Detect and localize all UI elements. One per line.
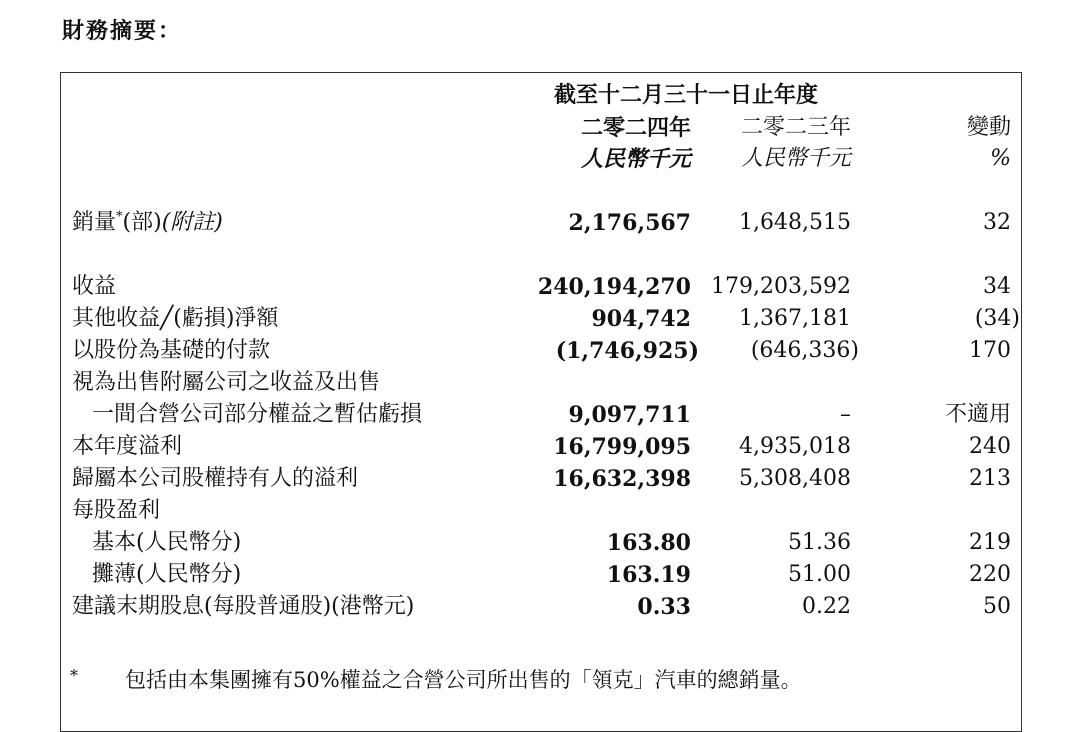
value-2023: 5,308,408 <box>739 466 851 491</box>
table-row-eps-basic <box>0 527 1080 559</box>
row-label: 本年度溢利 <box>72 434 183 459</box>
value-change: 170 <box>969 338 1011 363</box>
table-row-revenue <box>0 271 1080 303</box>
unit-2023: 人民幣千元 <box>740 146 851 171</box>
unit-2024: 人民幣千元 <box>580 146 691 172</box>
table-row-sales-volume <box>0 207 1080 239</box>
value-change: 34 <box>983 274 1011 299</box>
footnote-text: 包括由本集團擁有50%權益之合營公司所出售的「領克」汽車的總銷量。 <box>125 668 802 692</box>
row-label: 建議末期股息(每股普通股)(港幣元) <box>72 594 415 619</box>
table-row-final-dividend <box>0 591 1080 623</box>
table-row-share-based-payment <box>0 335 1080 367</box>
value-2023: 4,935,018 <box>739 434 851 459</box>
value-2024: 904,742 <box>591 306 691 332</box>
row-label: 基本(人民幣分) <box>92 530 242 555</box>
value-2024: (1,746,925) <box>555 338 699 364</box>
unit-change: % <box>990 146 1011 171</box>
value-2023: 179,203,592 <box>711 274 851 299</box>
row-label: 歸屬本公司股權持有人的溢利 <box>72 466 359 491</box>
table-row-profit-for-year <box>0 431 1080 463</box>
table-row-eps-heading <box>0 495 1080 527</box>
table-row-deemed-disposal-line2 <box>0 399 1080 431</box>
row-label: 收益 <box>72 274 117 299</box>
row-label: 一間合營公司部分權益之暫估虧損 <box>92 402 423 427</box>
value-change: 213 <box>969 466 1011 491</box>
table-row-other-gains <box>0 303 1080 335</box>
value-2024: 2,176,567 <box>568 210 691 236</box>
row-label: 視為出售附屬公司之收益及出售 <box>72 370 381 395</box>
value-change: 50 <box>983 594 1011 619</box>
value-2023: (646,336) <box>750 338 859 363</box>
value-change: 219 <box>969 530 1011 555</box>
value-2024: 240,194,270 <box>537 274 691 300</box>
row-label: 每股盈利 <box>72 498 161 523</box>
value-2024: 16,799,095 <box>553 434 691 460</box>
value-change: 240 <box>969 434 1011 459</box>
value-2023: 1,367,181 <box>739 306 851 331</box>
footnote-mark: * <box>70 666 78 685</box>
value-2023: 1,648,515 <box>739 210 851 235</box>
value-2024: 9,097,711 <box>568 402 691 428</box>
value-2023: 51.00 <box>788 562 851 587</box>
row-label: 攤薄(人民幣分) <box>92 562 242 587</box>
row-label: 銷量*(部)(附註) <box>72 209 223 235</box>
section-title: 財務摘要： <box>62 19 183 44</box>
col-header-2023: 二零二三年 <box>740 115 851 140</box>
value-2023: 0.22 <box>802 594 851 619</box>
value-2024: 163.80 <box>606 530 691 556</box>
col-header-2024: 二零二四年 <box>580 115 691 141</box>
table-row-eps-diluted <box>0 559 1080 591</box>
value-change: (34) <box>974 306 1020 331</box>
value-change: 220 <box>969 562 1011 587</box>
table-row-profit-attributable <box>0 463 1080 495</box>
value-2023: 51.36 <box>788 530 851 555</box>
value-2024: 0.33 <box>637 594 691 620</box>
value-change: 32 <box>983 210 1011 235</box>
value-change: 不適用 <box>944 402 1011 427</box>
footnote <box>0 664 1080 696</box>
row-label: 其他收益╱(虧損)淨額 <box>72 306 279 331</box>
value-2024: 163.19 <box>606 562 691 588</box>
col-header-change: 變動 <box>966 115 1011 140</box>
value-2023: – <box>840 402 851 427</box>
table-row-deemed-disposal-line1 <box>0 367 1080 399</box>
value-2024: 16,632,398 <box>553 466 691 492</box>
row-label: 以股份為基礎的付款 <box>72 338 271 363</box>
period-header: 截至十二月三十一日止年度 <box>554 82 819 108</box>
